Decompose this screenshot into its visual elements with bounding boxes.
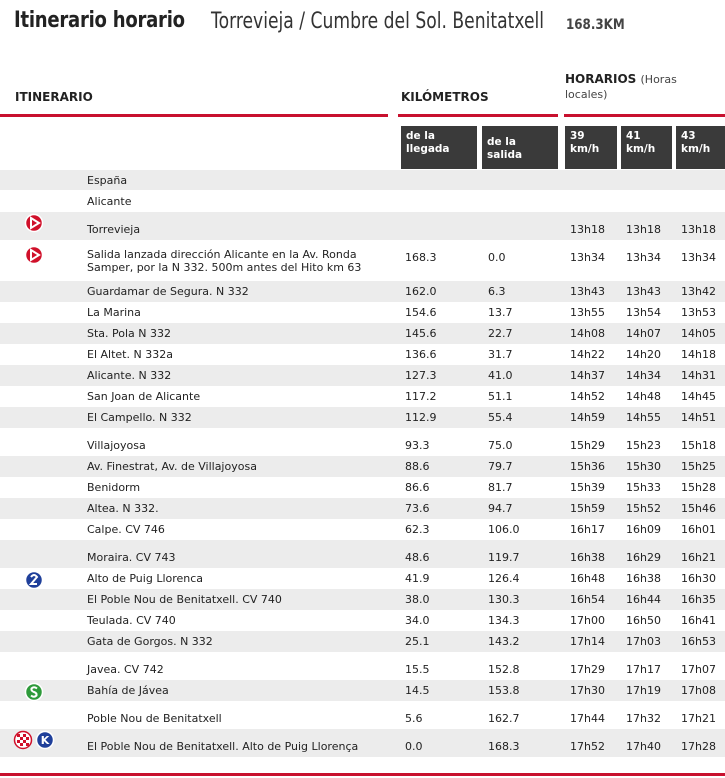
km-start: 81.7 (488, 481, 513, 494)
table-row (0, 701, 725, 729)
km-start: 130.3 (488, 593, 520, 606)
table-row (0, 365, 725, 386)
schedules-note: (Horas locales) (565, 73, 677, 101)
finish-icon (13, 730, 55, 750)
table-row (0, 498, 725, 519)
place-name: Javea. CV 742 (87, 662, 164, 676)
table-row (0, 302, 725, 323)
time-43: 17h07 (681, 662, 716, 676)
km-arrival: 14.5 (405, 684, 430, 697)
time-41: 13h18 (626, 222, 661, 236)
km-arrival: 25.1 (405, 635, 430, 648)
time-41: 14h07 (626, 327, 661, 340)
place-name: Salida lanzada dirección Alicante en la Av. Ronda Samper, por la N 332. 500m antes del Hito km 63 (87, 248, 362, 274)
schedules-header (565, 72, 705, 102)
table-row (0, 589, 725, 610)
km-start: 6.3 (488, 285, 506, 298)
schedules-divider (564, 114, 725, 117)
time-43: 16h53 (681, 635, 716, 648)
time-43: 16h01 (681, 523, 716, 536)
time-39: 17h44 (570, 711, 605, 725)
km-start: 94.7 (488, 502, 513, 515)
km-arrival: 73.6 (405, 502, 430, 515)
place-name: Villajoyosa (87, 438, 146, 452)
speed-41-header: 41 km/h (621, 126, 672, 169)
place-name: Altea. N 332. (87, 502, 159, 515)
time-39: 14h37 (570, 369, 605, 382)
start-icon (24, 213, 44, 233)
time-43: 16h30 (681, 572, 716, 585)
time-41: 16h09 (626, 523, 661, 536)
km-arrival: 0.0 (405, 739, 423, 753)
time-39: 15h39 (570, 481, 605, 494)
time-41: 15h33 (626, 481, 661, 494)
time-43: 13h18 (681, 222, 716, 236)
km-start: 13.7 (488, 306, 513, 319)
table-row (0, 407, 725, 428)
svg-text:K: K (40, 734, 50, 747)
km-start: 75.0 (488, 438, 513, 452)
kilometers-header: KILÓMETROS (401, 90, 489, 104)
time-41: 17h32 (626, 711, 661, 725)
km-arrival: 93.3 (405, 438, 430, 452)
table-row (0, 281, 725, 302)
place-name: Guardamar de Segura. N 332 (87, 285, 249, 298)
time-39: 14h52 (570, 390, 605, 403)
place-name: Av. Finestrat, Av. de Villajoyosa (87, 460, 257, 473)
time-43: 17h28 (681, 739, 716, 753)
time-39: 17h14 (570, 635, 605, 648)
time-41: 14h55 (626, 411, 661, 424)
time-43: 16h35 (681, 593, 716, 606)
time-41: 15h23 (626, 438, 661, 452)
km-arrival: 15.5 (405, 662, 430, 676)
place-name: Sta. Pola N 332 (87, 327, 172, 340)
place-name: Benidorm (87, 481, 141, 494)
place-name: El Poble Nou de Benitatxell. CV 740 (87, 593, 282, 606)
km-start: 0.0 (488, 251, 506, 264)
km-start: 168.3 (488, 739, 520, 753)
time-41: 13h54 (626, 306, 661, 319)
time-41: 13h43 (626, 285, 661, 298)
start-icon (24, 245, 44, 265)
time-43: 15h25 (681, 460, 716, 473)
time-43: 13h42 (681, 285, 716, 298)
km-start: 106.0 (488, 523, 520, 536)
place-name: Teulada. CV 740 (87, 614, 176, 627)
time-43: 14h18 (681, 348, 716, 361)
km-start: 153.8 (488, 684, 520, 697)
table-row (0, 519, 725, 540)
place-name: Calpe. CV 746 (87, 523, 165, 536)
time-39: 16h48 (570, 572, 605, 585)
time-41: 15h52 (626, 502, 661, 515)
time-41: 16h50 (626, 614, 661, 627)
route-title: Torrevieja / Cumbre del Sol. Benitatxell (211, 9, 545, 34)
place-name: El Poble Nou de Benitatxell. Alto de Puig Llorença (87, 739, 359, 753)
time-41: 17h03 (626, 635, 661, 648)
table-row (0, 631, 725, 652)
km-start: 134.3 (488, 614, 520, 627)
time-39: 17h29 (570, 662, 605, 676)
place-name: Alto de Puig Llorenca (87, 572, 204, 585)
place-name: El Altet. N 332a (87, 348, 173, 361)
km-arrival: 48.6 (405, 550, 430, 564)
place-name: Alicante. N 332 (87, 369, 172, 382)
time-43: 16h21 (681, 550, 716, 564)
time-41: 15h30 (626, 460, 661, 473)
time-43: 15h28 (681, 481, 716, 494)
table-row (0, 456, 725, 477)
time-39: 13h18 (570, 222, 605, 236)
km-start: 51.1 (488, 390, 513, 403)
km-start: 143.2 (488, 635, 520, 648)
schedules-label: HORARIOS (565, 72, 637, 86)
km-arrival-header: de la llegada (401, 126, 477, 169)
table-row (0, 344, 725, 365)
title-bar (0, 0, 725, 54)
time-39: 17h00 (570, 614, 605, 627)
km-arrival: 34.0 (405, 614, 430, 627)
climb-2-icon (24, 570, 44, 590)
km-arrival: 41.9 (405, 572, 430, 585)
place-name: Torrevieja (87, 222, 141, 236)
time-43: 14h51 (681, 411, 716, 424)
time-43: 13h34 (681, 251, 716, 264)
page-title: Itinerario horario (14, 8, 185, 33)
place-name: España (87, 173, 128, 187)
kilometers-divider (398, 114, 558, 117)
table-row (0, 729, 725, 757)
time-41: 13h34 (626, 251, 661, 264)
time-39: 13h43 (570, 285, 605, 298)
table-row (0, 428, 725, 456)
time-39: 16h17 (570, 523, 605, 536)
place-name: Bahía de Jávea (87, 684, 169, 697)
time-39: 13h34 (570, 251, 605, 264)
km-arrival: 112.9 (405, 411, 437, 424)
time-39: 17h30 (570, 684, 605, 697)
time-43: 14h45 (681, 390, 716, 403)
place-name: San Joan de Alicante (87, 390, 201, 403)
km-start: 22.7 (488, 327, 513, 340)
place-name: El Campello. N 332 (87, 411, 192, 424)
sprint-icon (24, 682, 44, 702)
time-43: 15h18 (681, 438, 716, 452)
time-43: 14h05 (681, 327, 716, 340)
time-41: 14h48 (626, 390, 661, 403)
table-row (0, 680, 725, 701)
km-start: 126.4 (488, 572, 520, 585)
km-start: 79.7 (488, 460, 513, 473)
total-distance: 168.3KM (566, 17, 625, 33)
place-name: Gata de Gorgos. N 332 (87, 635, 213, 648)
km-arrival: 88.6 (405, 460, 430, 473)
time-41: 17h19 (626, 684, 661, 697)
time-39: 15h36 (570, 460, 605, 473)
time-39: 15h59 (570, 502, 605, 515)
km-start-header: de la salida (482, 126, 558, 169)
km-start: 41.0 (488, 369, 513, 382)
place-name: Poble Nou de Benitatxell (87, 711, 222, 725)
itinerary-header: ITINERARIO (15, 90, 93, 104)
time-41: 14h34 (626, 369, 661, 382)
table-row (0, 240, 725, 281)
km-start: 152.8 (488, 662, 520, 676)
time-43: 15h46 (681, 502, 716, 515)
time-43: 17h21 (681, 711, 716, 725)
table-row (0, 568, 725, 589)
km-arrival: 127.3 (405, 369, 437, 382)
time-41: 16h44 (626, 593, 661, 606)
km-arrival: 145.6 (405, 327, 437, 340)
time-41: 16h38 (626, 572, 661, 585)
time-41: 14h20 (626, 348, 661, 361)
table-row (0, 610, 725, 631)
km-arrival: 38.0 (405, 593, 430, 606)
time-39: 16h54 (570, 593, 605, 606)
time-39: 14h22 (570, 348, 605, 361)
time-41: 16h29 (626, 550, 661, 564)
speed-39-header: 39 km/h (565, 126, 617, 169)
km-arrival: 162.0 (405, 285, 437, 298)
table-row (0, 323, 725, 344)
km-start: 55.4 (488, 411, 513, 424)
time-39: 17h52 (570, 739, 605, 753)
place-name: Alicante (87, 194, 132, 208)
itinerary-divider (0, 114, 388, 117)
time-43: 13h53 (681, 306, 716, 319)
speed-43-header: 43 km/h (676, 126, 725, 169)
km-arrival: 5.6 (405, 711, 423, 725)
time-39: 13h55 (570, 306, 605, 319)
table-row (0, 212, 725, 240)
time-39: 14h08 (570, 327, 605, 340)
table-row (0, 170, 725, 190)
time-43: 17h08 (681, 684, 716, 697)
time-39: 16h38 (570, 550, 605, 564)
time-41: 17h40 (626, 739, 661, 753)
km-arrival: 168.3 (405, 251, 437, 264)
place-name: Moraira. CV 743 (87, 550, 176, 564)
km-arrival: 62.3 (405, 523, 430, 536)
km-arrival: 86.6 (405, 481, 430, 494)
bottom-divider (0, 773, 725, 776)
time-41: 17h17 (626, 662, 661, 676)
km-start: 31.7 (488, 348, 513, 361)
time-43: 16h41 (681, 614, 716, 627)
km-start: 119.7 (488, 550, 520, 564)
km-arrival: 117.2 (405, 390, 437, 403)
place-name: La Marina (87, 306, 141, 319)
table-row (0, 540, 725, 568)
km-start: 162.7 (488, 711, 520, 725)
table-row (0, 652, 725, 680)
km-arrival: 136.6 (405, 348, 437, 361)
table-row (0, 190, 725, 212)
km-arrival: 154.6 (405, 306, 437, 319)
table-row (0, 386, 725, 407)
table-row (0, 477, 725, 498)
time-39: 14h59 (570, 411, 605, 424)
time-43: 14h31 (681, 369, 716, 382)
time-39: 15h29 (570, 438, 605, 452)
